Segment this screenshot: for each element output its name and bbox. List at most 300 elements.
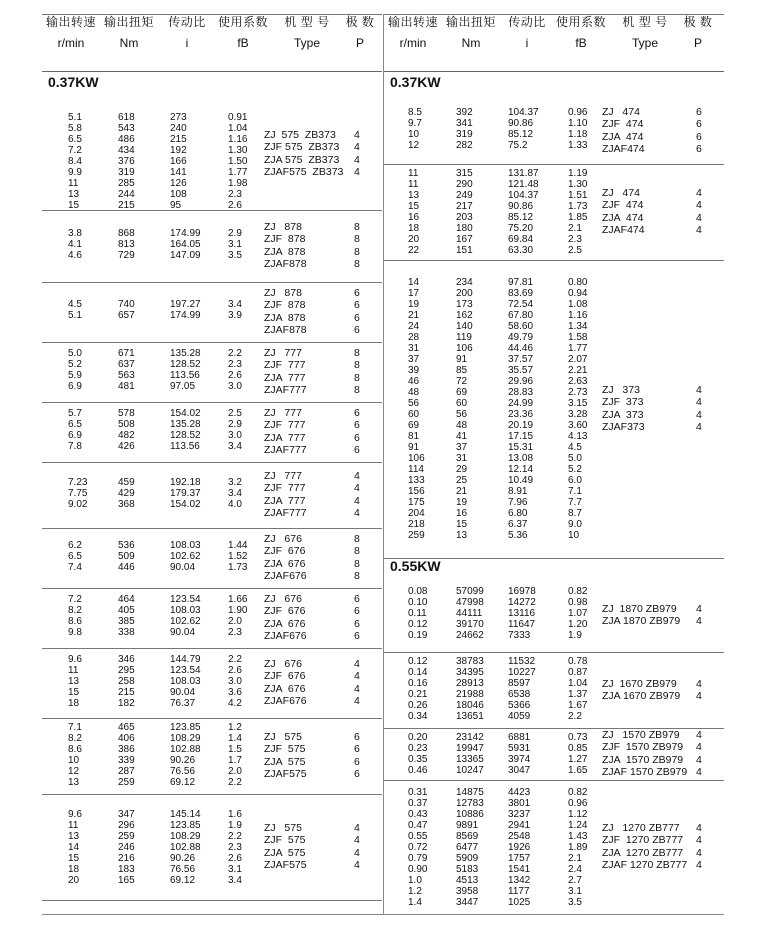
torque-column-cell: 482	[118, 430, 135, 441]
torque-column-cell: 15	[456, 519, 468, 530]
service-factor-column-cell: 3.4	[228, 441, 242, 452]
service-factor-column-cell: 1.50	[228, 156, 248, 167]
service-factor-column-cell: 1.04	[568, 678, 588, 689]
pole-column-cell: 6	[354, 617, 360, 630]
torque-column	[456, 787, 484, 908]
rpm-column-cell: 9.9	[68, 167, 82, 178]
torque-column-cell: 10247	[456, 765, 484, 776]
ratio-column-cell: 4423	[508, 787, 531, 798]
rpm-column-cell: 28	[408, 332, 420, 343]
pole-column-cell: 4	[696, 741, 702, 754]
rpm-column-cell: 0.10	[408, 597, 428, 608]
pole-column	[354, 347, 360, 396]
torque-column	[118, 348, 135, 392]
torque-column-cell: 508	[118, 419, 135, 430]
ratio-column-cell: 6881	[508, 732, 531, 743]
bottom-rule	[42, 914, 724, 915]
rpm-column-cell: 20	[408, 234, 420, 245]
ratio-column-cell: 108.29	[170, 733, 201, 744]
ratio-column-cell: 13.08	[508, 453, 534, 464]
service-factor-column	[568, 656, 587, 722]
rpm-column-cell: 1.0	[408, 875, 422, 886]
torque-column-cell: 31	[456, 453, 468, 464]
pole-column-cell: 6	[696, 130, 702, 143]
torque-column-cell: 486	[118, 134, 135, 145]
service-factor-column-cell: 2.5	[568, 245, 582, 256]
service-factor-column-cell: 1.89	[568, 842, 588, 853]
pole-column	[696, 729, 702, 778]
service-factor-column-cell: 5.2	[568, 464, 582, 475]
pole-column-cell: 6	[354, 731, 360, 743]
rpm-column-cell: 13	[68, 676, 80, 687]
service-factor-column-cell: 3.0	[228, 676, 242, 687]
spec-group	[42, 402, 382, 463]
rpm-column-cell: 0.16	[408, 678, 428, 689]
spec-group	[42, 98, 382, 211]
service-factor-column-cell: 3.0	[228, 381, 242, 392]
rpm-column	[68, 228, 82, 261]
ratio-column-cell: 123.85	[170, 820, 201, 831]
type-column-cell: ZJA 1270 ZB777	[602, 846, 684, 859]
service-factor-column-cell: 0.94	[568, 288, 588, 299]
type-column-cell: ZJA 777	[264, 371, 306, 384]
ratio-column-cell: 179.37	[170, 488, 201, 499]
type-column-cell: ZJA 676	[264, 682, 306, 695]
torque-column-cell: 392	[456, 107, 473, 118]
ratio-column	[170, 477, 201, 510]
pole-column-cell: 4	[354, 682, 360, 695]
torque-column	[118, 654, 135, 709]
pole-column	[354, 731, 360, 780]
service-factor-column	[228, 477, 242, 510]
torque-column-cell: 406	[118, 733, 135, 744]
rpm-column-cell: 7.2	[68, 145, 82, 156]
type-column	[602, 822, 687, 871]
service-factor-column-cell: 1.51	[568, 190, 588, 201]
spec-group	[384, 780, 724, 915]
rpm-column-cell: 9.02	[68, 499, 88, 510]
service-factor-column	[228, 809, 242, 886]
torque-column-cell: 657	[118, 310, 135, 321]
service-factor-column-cell: 0.91	[228, 112, 248, 123]
header-service-factor: 使用系数 fB	[217, 15, 268, 50]
pole-column	[696, 106, 702, 155]
rpm-column	[68, 594, 82, 638]
ratio-column-cell: 154.02	[170, 499, 201, 510]
torque-column	[456, 107, 473, 151]
pole-column-cell: 6	[354, 755, 360, 768]
pole-column-cell: 8	[354, 545, 360, 558]
service-factor-column	[228, 594, 247, 638]
ratio-column-cell: 63.30	[508, 245, 534, 256]
torque-column-cell: 459	[118, 477, 135, 488]
rpm-column-cell: 3.8	[68, 228, 82, 239]
torque-column-cell: 282	[456, 140, 473, 151]
ratio-column-cell: 135.28	[170, 348, 201, 359]
rpm-column-cell: 5.1	[68, 310, 82, 321]
rpm-column-cell: 8.6	[68, 744, 82, 755]
service-factor-column	[228, 540, 247, 573]
torque-column-cell: 29	[456, 464, 468, 475]
ratio-column-cell: 76.56	[170, 864, 196, 875]
torque-column-cell: 28913	[456, 678, 484, 689]
rpm-column-cell: 0.20	[408, 732, 428, 743]
service-factor-column-cell: 2.0	[228, 616, 242, 627]
torque-column-cell: 244	[118, 189, 135, 200]
torque-column-cell: 106	[456, 343, 473, 354]
ratio-column-cell: 67.80	[508, 310, 534, 321]
header-type: 机 型 号 Type	[284, 15, 330, 50]
type-column-cell: ZJF 1570 ZB979	[602, 741, 684, 754]
ratio-column-cell: 44.46	[508, 343, 534, 354]
service-factor-column-cell: 1.12	[568, 809, 588, 820]
rpm-column-cell: 7.23	[68, 477, 88, 488]
pole-column-cell: 4	[696, 846, 702, 859]
type-column-cell: ZJA 1670 ZB979	[602, 690, 681, 703]
ratio-column-cell: 128.52	[170, 359, 201, 370]
rpm-column-cell: 0.79	[408, 853, 428, 864]
pole-column-cell: 6	[354, 593, 360, 605]
pole-column	[354, 407, 360, 456]
type-column-cell: ZJF 878	[264, 299, 306, 312]
ratio-column-cell: 7333	[508, 630, 531, 641]
type-column-cell: ZJ 575	[264, 822, 302, 834]
service-factor-column	[568, 107, 587, 151]
ratio-column-cell: 2941	[508, 820, 531, 831]
rpm-column-cell: 14	[68, 842, 80, 853]
pole-column-cell: 4	[696, 187, 702, 199]
pole-column	[696, 187, 702, 236]
torque-column-cell: 37	[456, 442, 468, 453]
torque-column-cell: 16	[456, 508, 468, 519]
ratio-column-cell: 3237	[508, 809, 531, 820]
ratio-column-cell: 164.05	[170, 239, 201, 250]
rpm-column-cell: 0.19	[408, 630, 428, 641]
service-factor-column-cell: 0.87	[568, 667, 588, 678]
service-factor-column-cell: 2.6	[228, 370, 242, 381]
torque-column-cell: 9891	[456, 820, 479, 831]
pole-column-cell: 8	[354, 245, 360, 258]
ratio-column-cell: 174.99	[170, 228, 201, 239]
service-factor-column-cell: 2.21	[568, 365, 588, 376]
service-factor-column-cell: 0.82	[568, 586, 588, 597]
torque-column-cell: 203	[456, 212, 473, 223]
torque-column-cell: 729	[118, 250, 135, 261]
ratio-column	[508, 277, 533, 541]
pole-column-cell: 6	[354, 419, 360, 432]
rpm-column-cell: 6.5	[68, 134, 82, 145]
ratio-column-cell: 90.26	[170, 853, 196, 864]
torque-column-cell: 426	[118, 441, 135, 452]
type-column-cell: ZJAF777	[264, 506, 307, 519]
pole-column-cell: 4	[354, 822, 360, 834]
rpm-column-cell: 106	[408, 453, 425, 464]
service-factor-column-cell: 1.10	[568, 118, 588, 129]
service-factor-column-cell: 3.28	[568, 409, 588, 420]
rpm-column-cell: 19	[408, 299, 420, 310]
power-label-055: 0.55KW	[390, 558, 441, 574]
rpm-column-cell: 133	[408, 475, 425, 486]
ratio-column-cell: 144.79	[170, 654, 201, 665]
spec-group	[384, 652, 724, 729]
ratio-column	[508, 168, 539, 256]
header-poles: 极 数 P	[345, 15, 375, 50]
ratio-column-cell: 6.37	[508, 519, 528, 530]
column-divider	[383, 14, 384, 914]
torque-column-cell: 18046	[456, 700, 484, 711]
rpm-column-cell: 9.7	[408, 118, 422, 129]
ratio-column	[170, 654, 201, 709]
type-column	[602, 106, 645, 155]
type-column	[264, 593, 307, 642]
pole-column-cell: 4	[354, 506, 360, 519]
pole-column-cell: 6	[696, 142, 702, 155]
torque-column-cell: 24662	[456, 630, 484, 641]
ratio-column-cell: 135.28	[170, 419, 201, 430]
spec-group	[42, 342, 382, 403]
torque-column-cell: 48	[456, 420, 468, 431]
service-factor-column	[228, 408, 242, 452]
rpm-column-cell: 5.1	[68, 112, 82, 123]
service-factor-column-cell: 1.73	[568, 201, 588, 212]
service-factor-column-cell: 2.2	[228, 654, 242, 665]
pole-column-cell: 6	[354, 287, 360, 299]
type-column-cell: ZJA 676	[264, 557, 306, 570]
ratio-column-cell: 1757	[508, 853, 531, 864]
rpm-column	[408, 107, 422, 151]
torque-column-cell: 13365	[456, 754, 484, 765]
service-factor-column	[228, 299, 242, 321]
pole-column	[696, 384, 702, 433]
rpm-column-cell: 15	[408, 201, 420, 212]
torque-column-cell: 25	[456, 475, 468, 486]
ratio-column	[170, 112, 187, 211]
pole-column-cell: 6	[354, 767, 360, 780]
service-factor-column-cell: 3.4	[228, 299, 242, 310]
ratio-column-cell: 7.96	[508, 497, 528, 508]
service-factor-column-cell: 1.33	[568, 140, 588, 151]
service-factor-column	[568, 787, 587, 908]
service-factor-column-cell: 2.9	[228, 419, 242, 430]
pole-column-cell: 8	[354, 347, 360, 359]
rpm-column	[68, 654, 82, 709]
service-factor-column-cell: 2.1	[568, 853, 582, 864]
rpm-column-cell: 0.34	[408, 711, 428, 722]
rpm-column-cell: 5.7	[68, 408, 82, 419]
service-factor-column-cell: 1.04	[228, 123, 248, 134]
ratio-column-cell: 76.37	[170, 698, 196, 709]
torque-column-cell: 868	[118, 228, 135, 239]
rpm-column-cell: 22	[408, 245, 420, 256]
ratio-column-cell: 104.37	[508, 190, 539, 201]
type-column-cell: ZJF 474	[602, 199, 644, 212]
header-torque: 输出扭矩 Nm	[103, 15, 154, 50]
torque-column	[118, 299, 135, 321]
torque-column-cell: 386	[118, 744, 135, 755]
pole-column-cell: 6	[696, 106, 702, 118]
pole-column-cell: 4	[696, 384, 702, 396]
spec-group	[384, 164, 724, 261]
torque-column-cell: 319	[456, 129, 473, 140]
service-factor-column-cell: 6.0	[568, 475, 582, 486]
torque-column	[118, 594, 135, 638]
header-rpm: 输出转速 r/min	[45, 15, 96, 50]
rpm-column-cell: 16	[408, 212, 420, 223]
type-column-cell: ZJA 777	[264, 431, 306, 444]
header-ratio: 传动比 i	[168, 15, 206, 50]
service-factor-column-cell: 1.2	[228, 722, 242, 733]
power-label: 0.37KW	[390, 74, 441, 90]
torque-column-cell: 290	[456, 179, 473, 190]
torque-column-cell: 72	[456, 376, 468, 387]
rpm-column-cell: 5.2	[68, 359, 82, 370]
ratio-column-cell: 17.15	[508, 431, 534, 442]
rpm-column-cell: 0.12	[408, 656, 428, 667]
service-factor-column-cell: 1.16	[228, 134, 248, 145]
ratio-column-cell: 69.84	[508, 234, 534, 245]
pole-column-cell: 6	[354, 311, 360, 324]
torque-column-cell: 10886	[456, 809, 484, 820]
rpm-column-cell: 17	[408, 288, 420, 299]
pole-column	[354, 470, 360, 519]
pole-column-cell: 4	[696, 822, 702, 834]
pole-column-cell: 8	[354, 569, 360, 582]
type-column-cell: ZJAF575	[264, 767, 307, 780]
torque-column-cell: 217	[456, 201, 473, 212]
type-column-cell: ZJ 1270 ZB777	[602, 822, 680, 834]
service-factor-column-cell: 3.15	[568, 398, 588, 409]
type-column-cell: ZJ 777	[264, 347, 302, 359]
ratio-column-cell: 1177	[508, 886, 530, 897]
ratio-column	[508, 787, 530, 908]
service-factor-column-cell: 0.96	[568, 798, 588, 809]
torque-column-cell: 182	[118, 698, 135, 709]
rpm-column	[68, 477, 87, 510]
service-factor-column-cell: 1.9	[228, 820, 242, 831]
torque-column	[456, 277, 473, 541]
service-factor-column-cell: 7.1	[568, 486, 582, 497]
rpm-column-cell: 6.5	[68, 419, 82, 430]
ratio-column-cell: 113.56	[170, 370, 200, 381]
pole-column-cell: 4	[696, 396, 702, 409]
torque-column-cell: 5909	[456, 853, 479, 864]
service-factor-column-cell: 3.1	[228, 864, 242, 875]
pole-column-cell: 4	[354, 658, 360, 670]
type-column	[602, 187, 645, 236]
pole-column-cell: 4	[354, 858, 360, 871]
torque-column-cell: 6477	[456, 842, 479, 853]
rpm-column	[408, 168, 419, 256]
rpm-column-cell: 9.6	[68, 809, 82, 820]
pole-column	[696, 822, 702, 871]
ratio-column-cell: 5.36	[508, 530, 528, 541]
torque-column-cell: 34395	[456, 667, 484, 678]
service-factor-column-cell: 2.3	[228, 189, 242, 200]
pole-column-cell: 4	[696, 615, 702, 628]
service-factor-column-cell: 5.0	[568, 453, 582, 464]
ratio-column-cell: 69.12	[170, 777, 196, 788]
rpm-column	[68, 809, 82, 886]
service-factor-column-cell: 2.3	[568, 234, 582, 245]
service-factor-column	[228, 654, 242, 709]
torque-column-cell: 119	[456, 332, 472, 343]
pole-column-cell: 4	[354, 153, 360, 166]
type-column-cell: ZJF 777	[264, 359, 306, 372]
service-factor-column-cell: 2.6	[228, 853, 242, 864]
type-column-cell: ZJF 878	[264, 233, 306, 246]
torque-column-cell: 3447	[456, 897, 479, 908]
pole-column-cell: 8	[354, 533, 360, 545]
ratio-column-cell: 128.52	[170, 430, 201, 441]
service-factor-column	[568, 168, 587, 256]
ratio-column-cell: 23.36	[508, 409, 534, 420]
pole-column-cell: 8	[354, 221, 360, 233]
rpm-column-cell: 156	[408, 486, 425, 497]
rpm-column-cell: 18	[68, 864, 80, 875]
type-column-cell: ZJAF878	[264, 257, 307, 270]
torque-column-cell: 434	[118, 145, 135, 156]
rpm-column-cell: 0.12	[408, 619, 428, 630]
ratio-column-cell: 108.03	[170, 540, 201, 551]
service-factor-column-cell: 2.73	[568, 387, 588, 398]
type-column	[602, 384, 645, 433]
pole-column	[354, 287, 360, 336]
torque-column-cell: 57099	[456, 586, 484, 597]
torque-column	[456, 168, 473, 256]
rpm-column-cell: 5.0	[68, 348, 82, 359]
ratio-column-cell: 192	[170, 145, 187, 156]
service-factor-column-cell: 1.34	[568, 321, 588, 332]
service-factor-column-cell: 4.2	[228, 698, 242, 709]
torque-column-cell: 85	[456, 365, 468, 376]
torque-column-cell: 39170	[456, 619, 484, 630]
rpm-column-cell: 6.2	[68, 540, 82, 551]
pole-column-cell: 6	[354, 299, 360, 312]
ratio-column-cell: 1342	[508, 875, 531, 886]
torque-column-cell: 151	[456, 245, 473, 256]
pole-column-cell: 6	[354, 431, 360, 444]
torque-column-cell: 56	[456, 409, 468, 420]
type-column	[264, 731, 307, 780]
type-column-cell: ZJAF 1570 ZB979	[602, 765, 688, 778]
rpm-column-cell: 13	[408, 190, 420, 201]
pole-column	[354, 658, 360, 707]
rpm-column-cell: 0.11	[408, 608, 427, 619]
ratio-column-cell: 123.54	[170, 665, 201, 676]
spec-group	[42, 648, 382, 719]
type-column-cell: ZJA 1570 ZB979	[602, 753, 684, 766]
rpm-column-cell: 8.2	[68, 605, 82, 616]
ratio-column	[170, 408, 201, 452]
spec-group	[42, 462, 382, 529]
service-factor-column-cell: 10	[568, 530, 580, 541]
type-column-cell: ZJAF575 ZB373	[264, 165, 344, 178]
ratio-column	[508, 586, 536, 641]
spec-group	[42, 718, 382, 795]
service-factor-column-cell: 2.9	[228, 228, 242, 239]
pole-column-cell: 4	[354, 129, 360, 141]
ratio-column-cell: 3801	[508, 798, 531, 809]
service-factor-column-cell: 2.4	[568, 864, 582, 875]
type-column-cell: ZJAF676	[264, 629, 307, 642]
rpm-column-cell: 13	[68, 189, 80, 200]
type-column-cell: ZJF 676	[264, 605, 306, 618]
rpm-column-cell: 218	[408, 519, 425, 530]
rpm-column-cell: 0.14	[408, 667, 428, 678]
rpm-column-cell: 204	[408, 508, 425, 519]
torque-column-cell: 543	[118, 123, 135, 134]
header-torque: 输出扭矩 Nm	[445, 15, 496, 50]
